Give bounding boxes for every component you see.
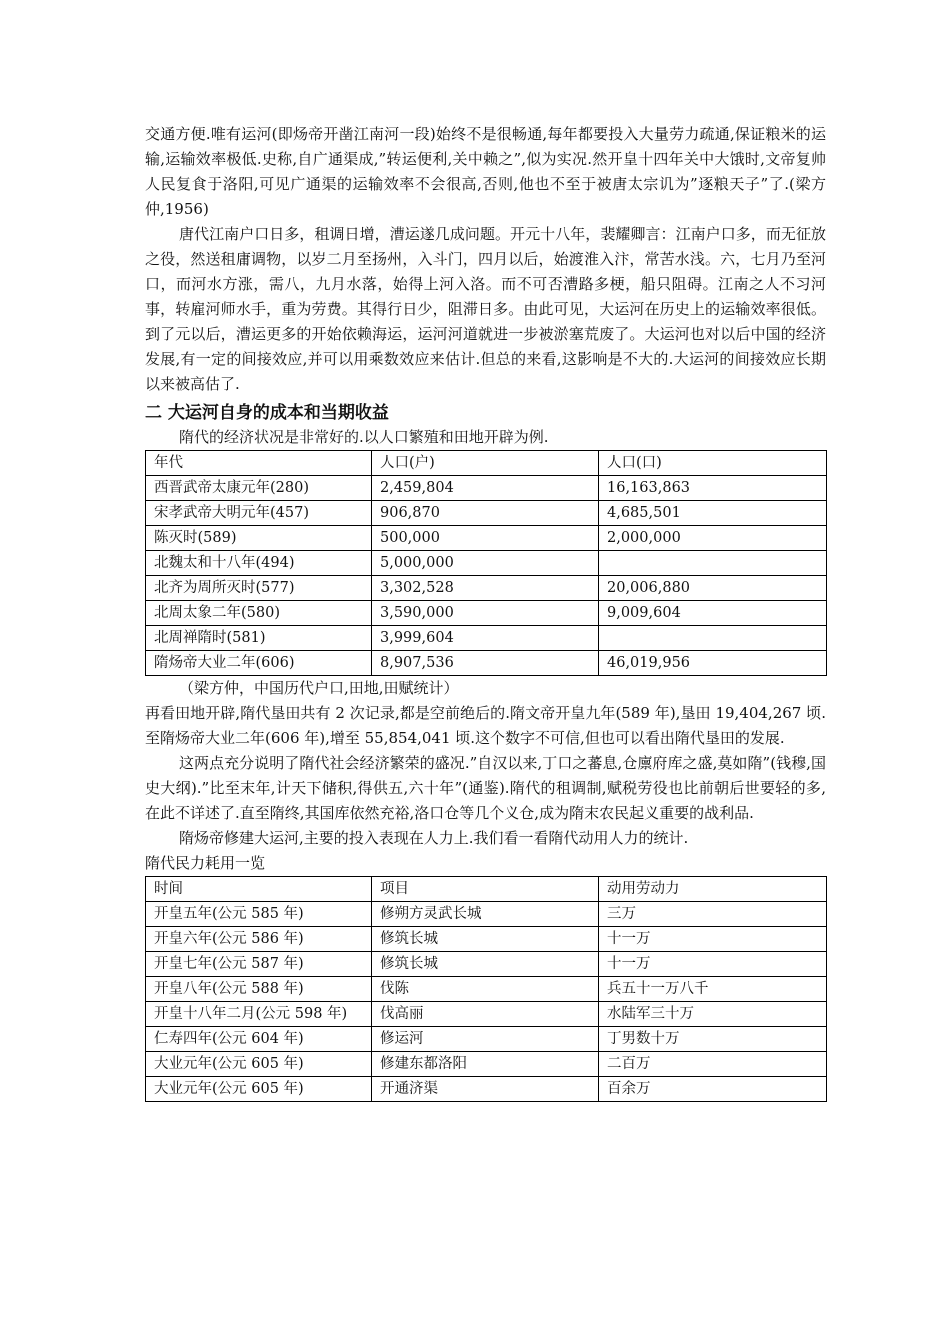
table-cell: 9,009,604 bbox=[599, 601, 827, 626]
table-cell: 修朔方灵武长城 bbox=[372, 902, 599, 927]
table-cell: 修建东都洛阳 bbox=[372, 1052, 599, 1077]
table-cell: 北齐为周所灭时(577) bbox=[146, 576, 372, 601]
table-cell: 水陆军三十万 bbox=[599, 1002, 827, 1027]
population-intro: 隋代的经济状况是非常好的.以人口繁殖和田地开辟为例. bbox=[179, 428, 549, 446]
header-cell: 人口(户) bbox=[372, 451, 599, 476]
table-row bbox=[146, 1027, 827, 1052]
table-cell: 开通济渠 bbox=[372, 1077, 599, 1102]
labor-table-title: 隋代民力耗用一览 bbox=[145, 854, 266, 872]
population-table bbox=[145, 450, 827, 676]
table-cell: 16,163,863 bbox=[599, 476, 827, 501]
table-cell: 陈灭时(589) bbox=[146, 526, 372, 551]
paragraph-labor-intro: 隋炀帝修建大运河,主要的投入表现在人力上.我们看一看隋代动用人力的统计. bbox=[179, 829, 689, 847]
table-cell bbox=[599, 551, 827, 576]
table-header-row bbox=[146, 877, 827, 902]
paragraph-prosperity: 这两点充分说明了隋代社会经济繁荣的盛况.”自汉以来,丁口之蕃息,仓廪府库之盛,莫如隋”(钱穆,国史大纲).”比至末年,计天下储积,得供五,六十年”(通鉴).隋代的租调制,赋税劳役也比前朝后世要轻的多,在此不详述了.直至隋终,其国库依然充裕,洛口仓等几个义仓,成为隋末农民起义重要的战利品. bbox=[145, 754, 826, 822]
table-cell: 4,685,501 bbox=[599, 501, 827, 526]
document-page bbox=[145, 122, 826, 1102]
table-cell: 北魏太和十八年(494) bbox=[146, 551, 372, 576]
table-cell: 开皇七年(公元 587 年) bbox=[146, 952, 372, 977]
table-cell: 8,907,536 bbox=[372, 651, 599, 676]
table-row bbox=[146, 476, 827, 501]
table-row bbox=[146, 952, 827, 977]
table-row bbox=[146, 977, 827, 1002]
paragraph-tang-canal: 唐代江南户口日多，租调日增，漕运遂几成问题。开元十八年，裴耀卿言：江南户口多，而无征放之役，然送租庸调物，以岁二月至扬州，入斗门，四月以后，始渡淮入汴，常苦水浅。六，七月乃至河口，而河水方涨，需八，九月水落，始得上河入洛。而不可否漕路多梗，船只阻碍。江南之人不习河事，转雇河师水手，重为劳费。其得行日少，阻滞日多。由此可见，大运河在历史上的运输效率很低。到了元以后，漕运更多的开始依赖海运，运河河道就进一步被淤塞荒废了。大运河也对以后中国的经济发展,有一定的间接效应,并可以用乘数效应来估计.但总的来看,这影响是不大的.大运河的间接效应长期以来被高估了. bbox=[145, 225, 826, 393]
table-cell: 修筑长城 bbox=[372, 952, 599, 977]
table-cell: 北周太象二年(580) bbox=[146, 601, 372, 626]
table-row bbox=[146, 902, 827, 927]
table-cell: 906,870 bbox=[372, 501, 599, 526]
table-cell: 隋炀帝大业二年(606) bbox=[146, 651, 372, 676]
table-header-row bbox=[146, 451, 827, 476]
table-cell bbox=[599, 626, 827, 651]
table-row bbox=[146, 526, 827, 551]
header-cell: 项目 bbox=[372, 877, 599, 902]
table-row bbox=[146, 501, 827, 526]
table-cell: 丁男数十万 bbox=[599, 1027, 827, 1052]
table-cell: 开皇八年(公元 588 年) bbox=[146, 977, 372, 1002]
header-cell: 人口(口) bbox=[599, 451, 827, 476]
table-cell: 修筑长城 bbox=[372, 927, 599, 952]
table-cell: 46,019,956 bbox=[599, 651, 827, 676]
table-cell: 十一万 bbox=[599, 927, 827, 952]
table-cell: 3,590,000 bbox=[372, 601, 599, 626]
table-row bbox=[146, 1002, 827, 1027]
table-row bbox=[146, 626, 827, 651]
table-row bbox=[146, 551, 827, 576]
paragraph-transport: 交通方便.唯有运河(即炀帝开凿江南河一段)始终不是很畅通,每年都要投入大量劳力疏通,保证粮米的运输,运输效率极低.史称,自广通渠成,”转运便利,关中赖之”,似为实况.然开皇十四年关中大饿时,文帝复帅人民复食于洛阳,可见广通渠的运输效率不会很高,否则,他也不至于被唐太宗讥为”逐粮天子”了.(梁方仲,1956) bbox=[145, 125, 826, 218]
table-cell: 宋孝武帝大明元年(457) bbox=[146, 501, 372, 526]
table-cell: 3,999,604 bbox=[372, 626, 599, 651]
table-cell: 修运河 bbox=[372, 1027, 599, 1052]
table-cell: 北周禅隋时(581) bbox=[146, 626, 372, 651]
table-cell: 2,459,804 bbox=[372, 476, 599, 501]
table-row bbox=[146, 576, 827, 601]
table-row bbox=[146, 1077, 827, 1102]
table-cell: 3,302,528 bbox=[372, 576, 599, 601]
table-cell: 500,000 bbox=[372, 526, 599, 551]
table-row bbox=[146, 601, 827, 626]
table-cell: 十一万 bbox=[599, 952, 827, 977]
table-cell: 20,006,880 bbox=[599, 576, 827, 601]
section-heading: 二 大运河自身的成本和当期收益 bbox=[145, 403, 389, 423]
header-cell: 动用劳动力 bbox=[599, 877, 827, 902]
table-cell: 百余万 bbox=[599, 1077, 827, 1102]
table-cell: 伐陈 bbox=[372, 977, 599, 1002]
labor-table bbox=[145, 876, 827, 1102]
table-cell: 开皇五年(公元 585 年) bbox=[146, 902, 372, 927]
table-cell: 兵五十一万八千 bbox=[599, 977, 827, 1002]
table-cell: 5,000,000 bbox=[372, 551, 599, 576]
population-source: （梁方仲，中国历代户口,田地,田赋统计） bbox=[179, 679, 459, 697]
table-cell: 西晋武帝太康元年(280) bbox=[146, 476, 372, 501]
table-cell: 三万 bbox=[599, 902, 827, 927]
table-cell: 2,000,000 bbox=[599, 526, 827, 551]
table-cell: 仁寿四年(公元 604 年) bbox=[146, 1027, 372, 1052]
header-cell: 年代 bbox=[146, 451, 372, 476]
table-cell: 伐高丽 bbox=[372, 1002, 599, 1027]
table-cell: 二百万 bbox=[599, 1052, 827, 1077]
table-cell: 开皇六年(公元 586 年) bbox=[146, 927, 372, 952]
table-row bbox=[146, 651, 827, 676]
header-cell: 时间 bbox=[146, 877, 372, 902]
table-cell: 大业元年(公元 605 年) bbox=[146, 1077, 372, 1102]
table-row bbox=[146, 927, 827, 952]
paragraph-farmland: 再看田地开辟,隋代垦田共有 2 次记录,都是空前绝后的.隋文帝开皇九年(589 年),垦田 19,404,267 顷.至隋炀帝大业二年(606 年),增至 55,854,041 顷.这个数字不可信,但也可以看出隋代垦田的发展. bbox=[145, 704, 826, 747]
table-cell: 开皇十八年二月(公元 598 年) bbox=[146, 1002, 372, 1027]
table-row bbox=[146, 1052, 827, 1077]
table-cell: 大业元年(公元 605 年) bbox=[146, 1052, 372, 1077]
